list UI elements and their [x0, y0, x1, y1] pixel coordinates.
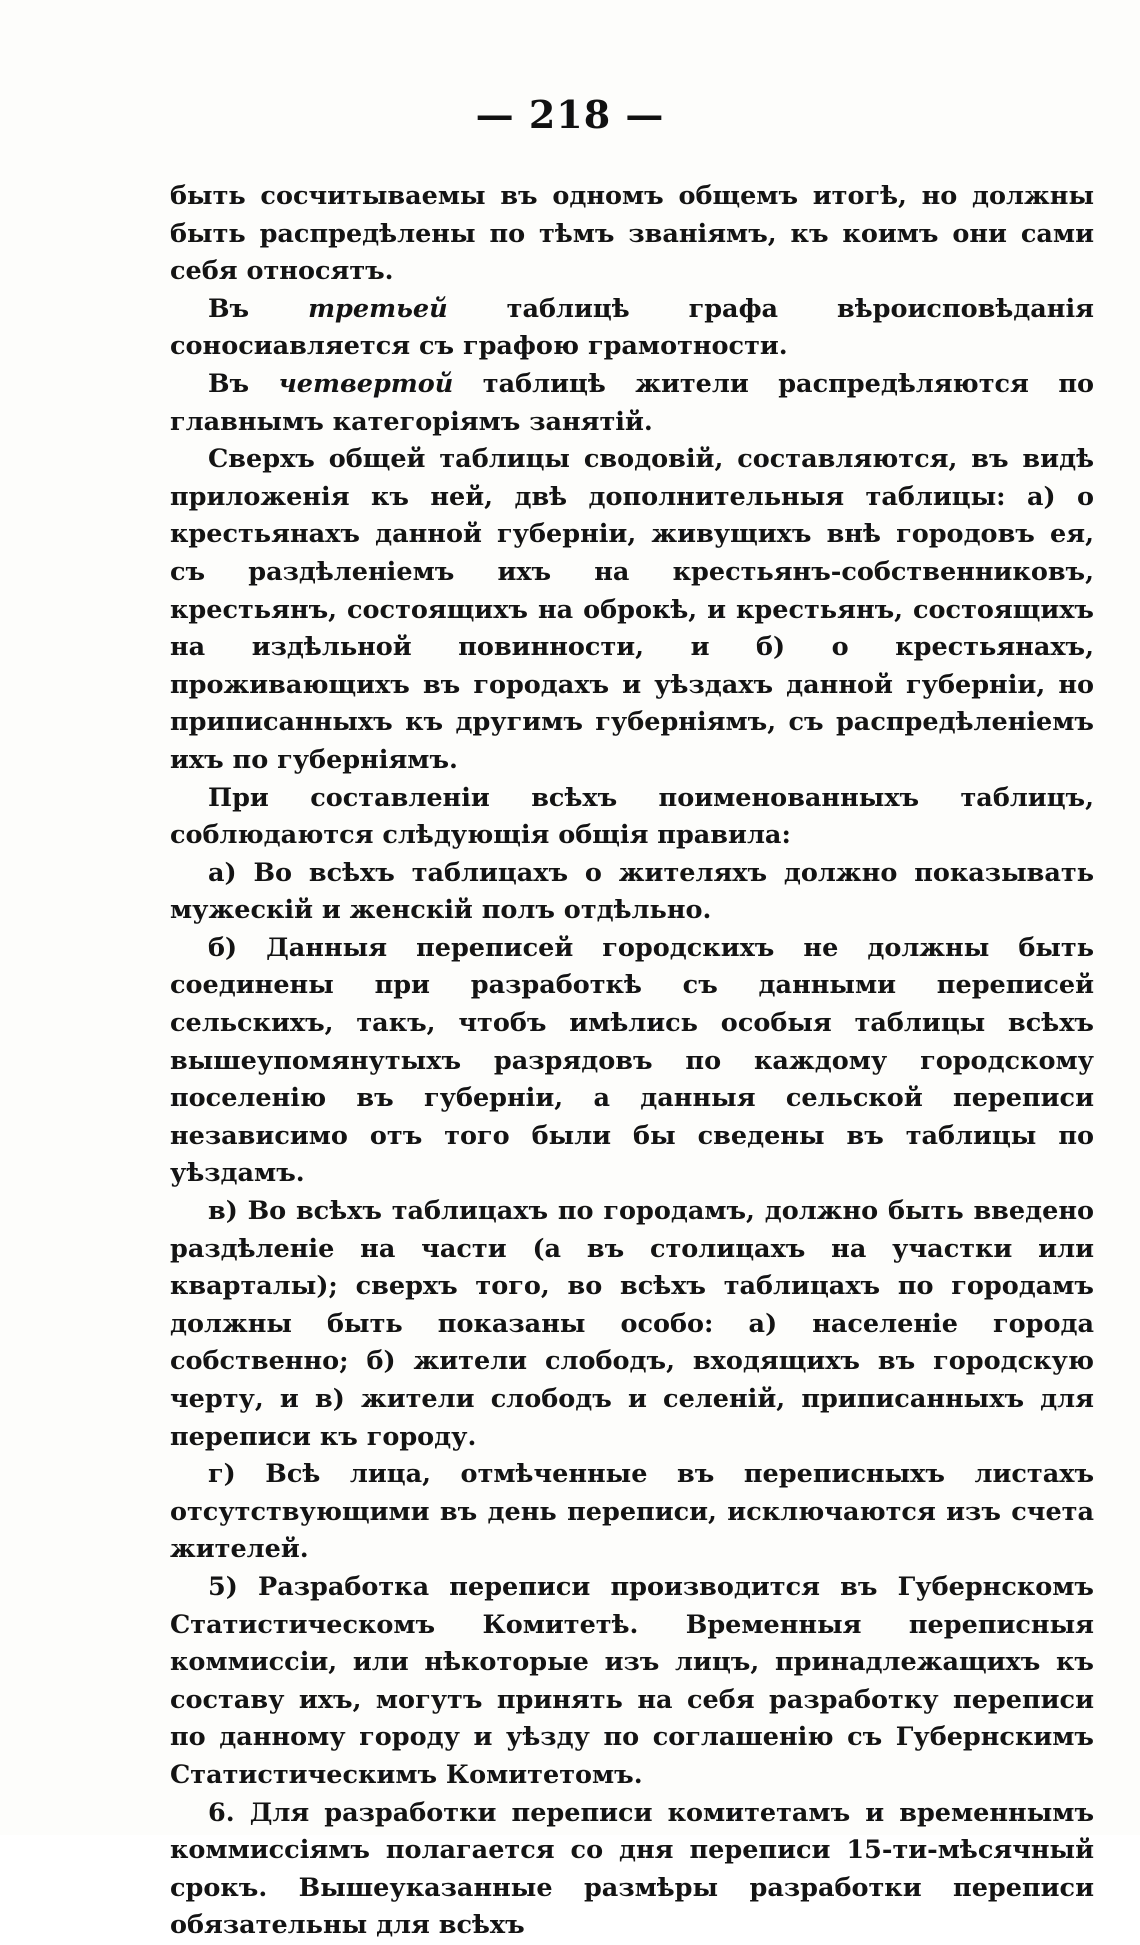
emphasized-text: четвертой: [278, 368, 454, 399]
paragraph: [170, 366, 1094, 441]
text-run: Сверхъ общей таблицы сводовій, составляются, въ видѣ приложенія къ ней, двѣ дополнительныя таблицы: а) о крестьянахъ данной губерніи, живущихъ внѣ городовъ ея, съ раздѣленіемъ ихъ на крестьянъ-собственниковъ, крестьянъ, состоящихъ на оброкѣ, и крестьянъ, состоящихъ на издѣльной повинности, и б) о крестьянахъ, проживающихъ въ городахъ и уѣздахъ данной губерніи, но приписанныхъ къ другимъ губерніямъ, съ распредѣленіемъ ихъ по губерніямъ.: [170, 444, 1094, 775]
text-run: таблицѣ жители распредѣляются по главнымъ категоріямъ занятій.: [170, 368, 1094, 437]
text-run: быть сосчитываемы въ одномъ общемъ итогѣ, но должны быть распредѣлены по тѣмъ званіямъ, къ коимъ они сами себя относятъ.: [170, 181, 1094, 287]
paragraph: [170, 178, 1094, 291]
text-run: 6. Для разработки переписи комитетамъ и временнымъ коммиссіямъ полагается со дня переписи 15-ти-мѣсячный срокъ. Вышеуказанные размѣры разработки переписи обязательны для всѣхъ: [170, 1797, 1094, 1941]
paragraph: [170, 930, 1094, 1193]
text-run: г) Всѣ лица, отмѣченные въ переписныхъ листахъ отсутствующими въ день переписи, исключаются изъ счета жителей.: [170, 1459, 1094, 1565]
text-run: б) Данныя переписей городскихъ не должны быть соединены при разработкѣ съ данными переписей сельскихъ, такъ, чтобъ имѣлись особыя таблицы всѣхъ вышеупомянутыхъ разрядовъ по каждому городскому поселенію въ губерніи, а данныя сельской переписи независимо отъ того были бы сведены въ таблицы по уѣздамъ.: [170, 932, 1094, 1189]
paragraph: [170, 291, 1094, 366]
paragraph: [170, 1569, 1094, 1795]
text-run: Въ: [208, 368, 279, 399]
text-run: При составленіи всѣхъ поименованныхъ таблицъ, соблюдаются слѣдующія общія правила:: [170, 782, 1094, 851]
emphasized-text: третьей: [308, 293, 448, 324]
body-text: [170, 178, 1094, 1945]
paragraph: [170, 1456, 1094, 1569]
text-run: в) Во всѣхъ таблицахъ по городамъ, должно быть введено раздѣленіе на части (а въ столицахъ на участки или кварталы); сверхъ того, во всѣхъ таблицахъ по городамъ должны быть показаны особо: а) населеніе города собственно; б) жители слободъ, входящихъ въ городскую черту, и в) жители слободъ и селеній, приписанныхъ для переписи къ городу.: [170, 1196, 1094, 1452]
text-run: а) Во всѣхъ таблицахъ о жителяхъ должно показывать мужескій и женскій полъ отдѣльно.: [170, 857, 1094, 926]
paragraph: [170, 1193, 1094, 1456]
text-run: Въ: [208, 293, 309, 324]
text-run: таблицѣ графа вѣроисповѣданія соносиавляется съ графою грамотности.: [170, 293, 1094, 362]
text-run: 5) Разработка переписи производится въ Губернскомъ Статистическомъ Комитетѣ. Временныя переписныя коммиссіи, или нѣкоторые изъ лицъ, принадлежащихъ къ составу ихъ, могутъ принять на себя разработку переписи по данному городу и уѣзду по соглашенію съ Губернскимъ Статистическимъ Комитетомъ.: [170, 1571, 1094, 1790]
paragraph: [170, 780, 1094, 855]
paragraph: [170, 441, 1094, 779]
page-number: — 218 —: [475, 92, 665, 137]
paragraph: [170, 1795, 1094, 1945]
paragraph: [170, 855, 1094, 930]
